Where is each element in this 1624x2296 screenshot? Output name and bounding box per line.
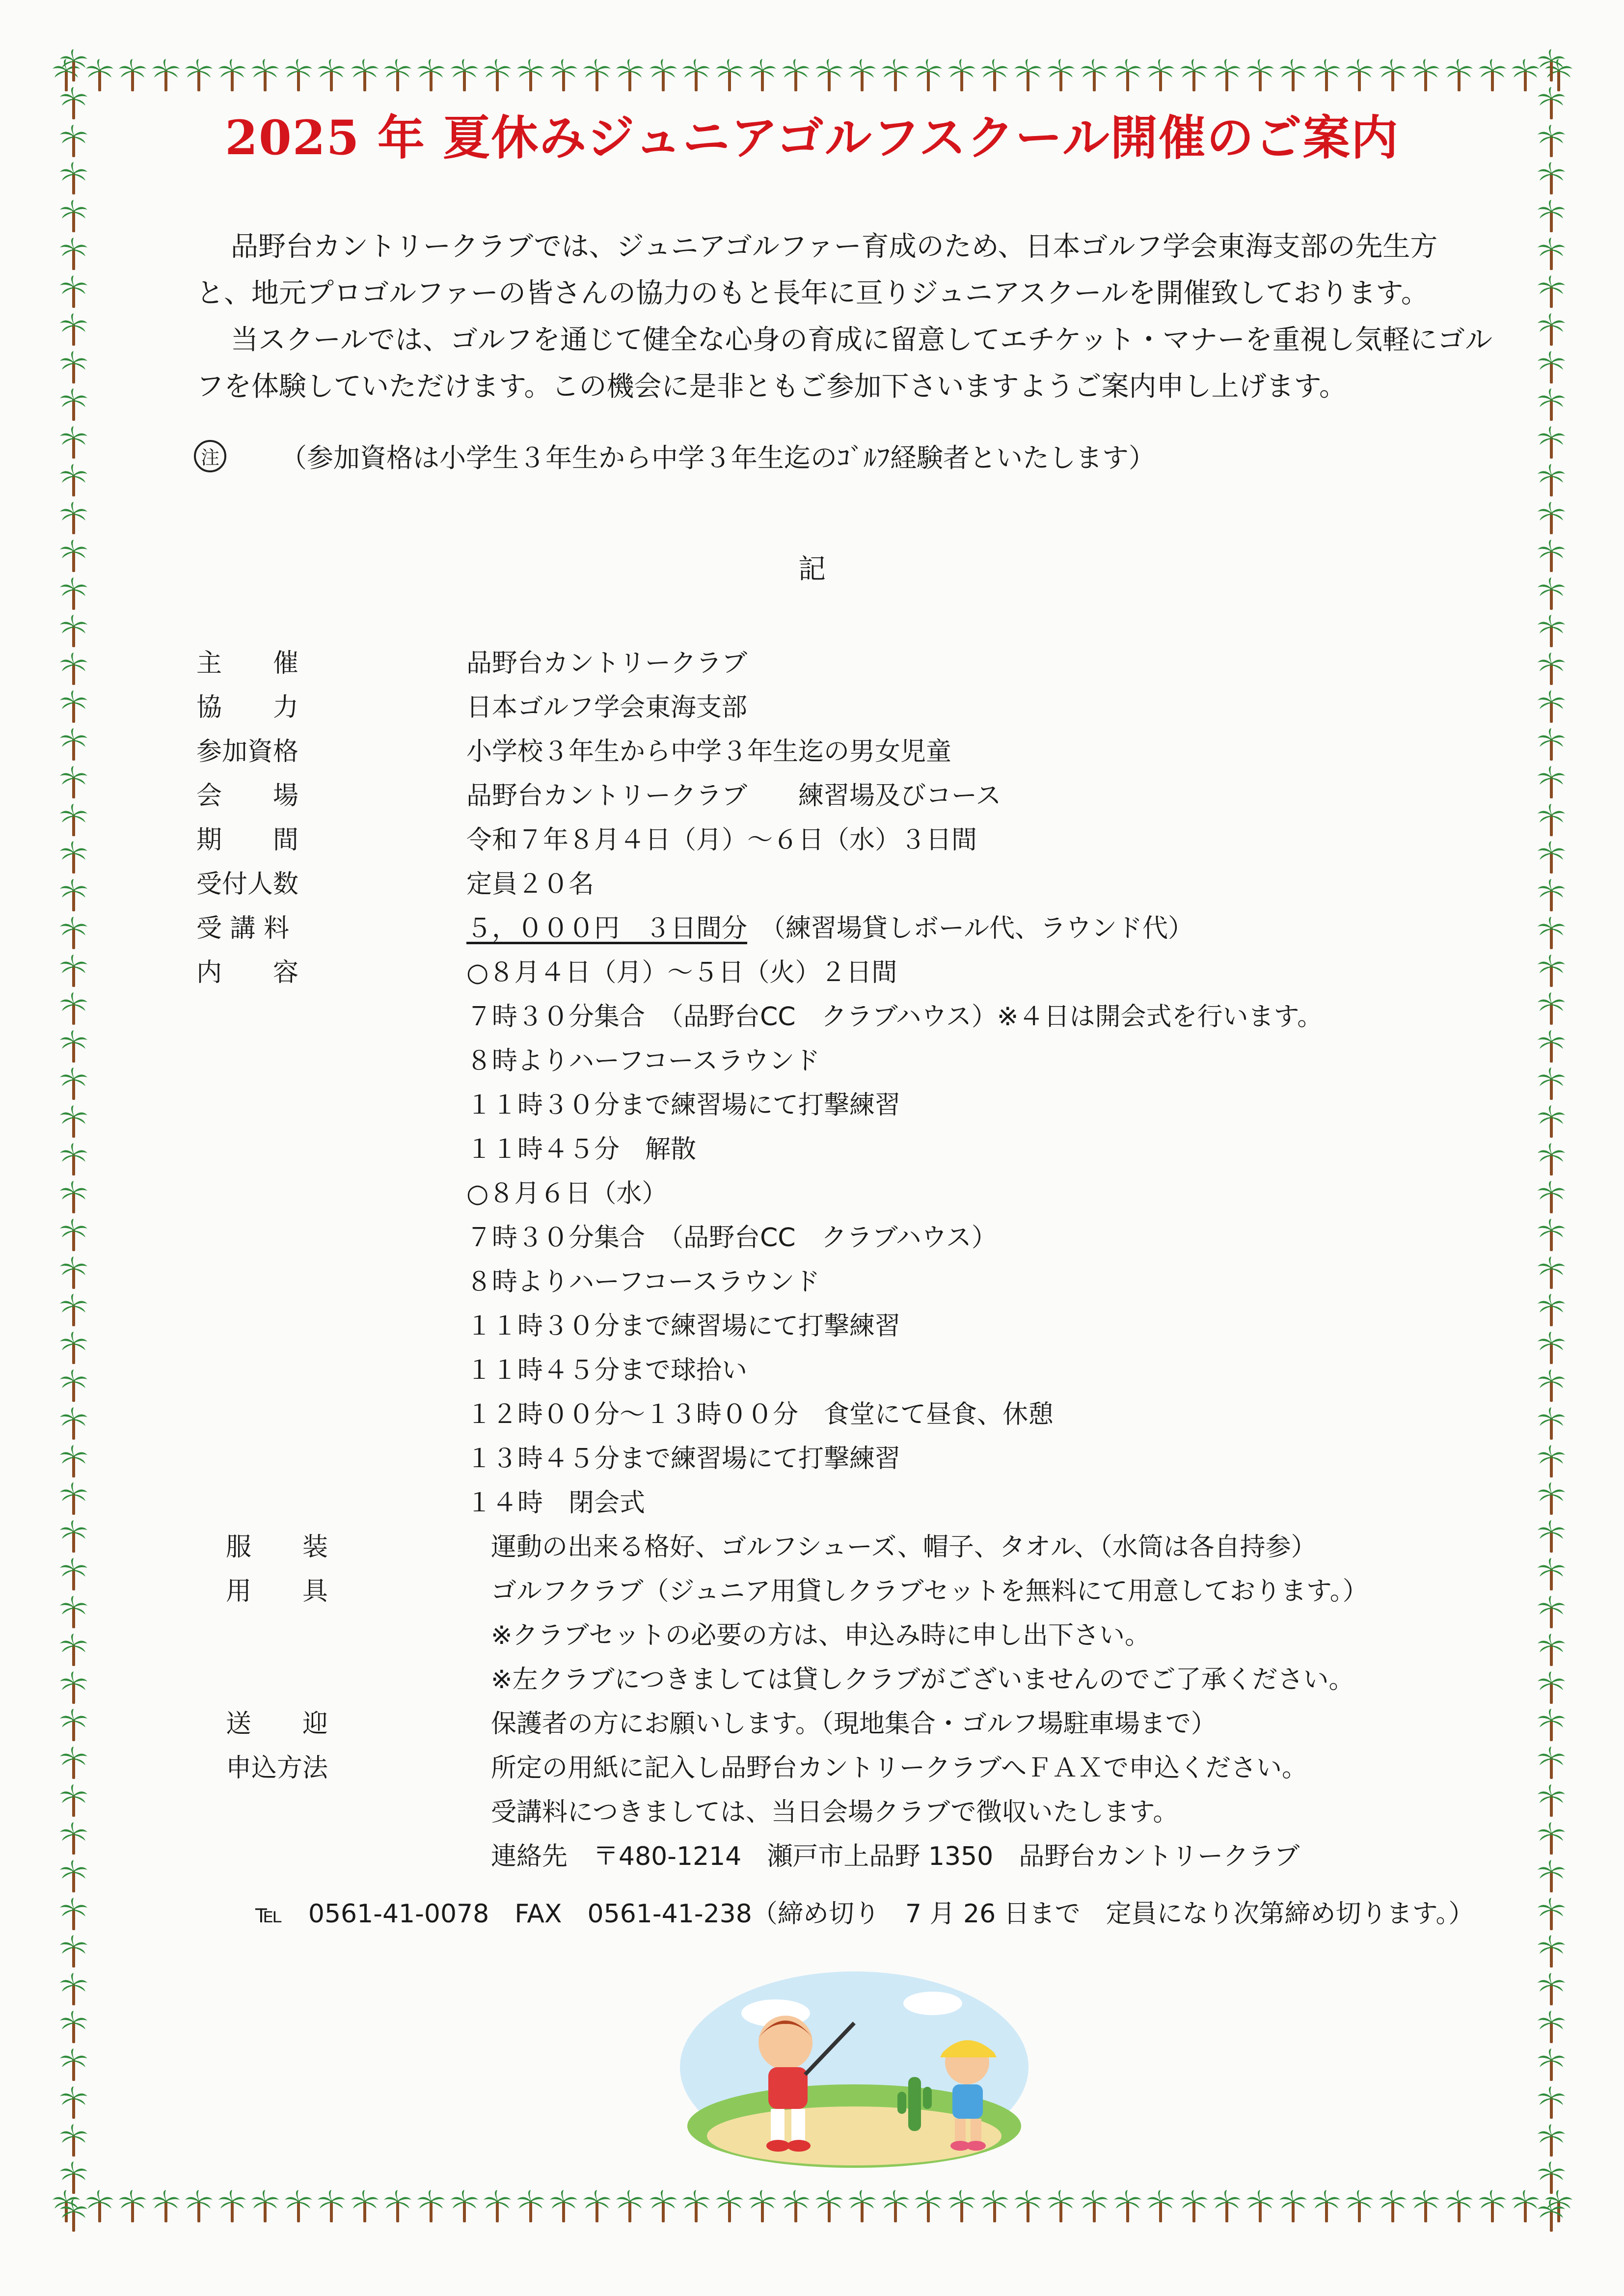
palm-tree-icon bbox=[59, 653, 88, 687]
details-list bbox=[196, 638, 1522, 1876]
palm-tree-icon bbox=[59, 804, 88, 838]
palm-tree-icon bbox=[1537, 1181, 1566, 1215]
palm-tree-icon bbox=[549, 59, 578, 93]
palm-tree-icon bbox=[59, 1558, 88, 1592]
palm-tree-icon bbox=[1537, 1935, 1566, 1969]
palm-tree-icon bbox=[1537, 1445, 1566, 1479]
extra-row-application bbox=[196, 1743, 1522, 1787]
detail-label: 受 講 料 bbox=[196, 913, 290, 943]
palm-tree-icon bbox=[1537, 1332, 1566, 1366]
palm-tree-icon bbox=[1046, 2190, 1076, 2224]
extra-value: 受講料につきましては、当日会場クラブで徴収いたします。 bbox=[491, 1797, 1179, 1827]
note-mark: 注 bbox=[194, 440, 226, 472]
palm-tree-icon bbox=[1537, 1520, 1566, 1555]
note-text: （参加資格は小学生３年生から中学３年生迄のｺﾞﾙﾌ経験者といたします） bbox=[280, 442, 1155, 473]
palm-tree-icon bbox=[1537, 351, 1566, 385]
palm-tree-icon bbox=[1537, 1822, 1566, 1857]
detail-row-host bbox=[196, 638, 1522, 683]
palm-tree-icon bbox=[1537, 1898, 1566, 1932]
detail-row-cooperation bbox=[196, 683, 1522, 727]
palm-tree-icon bbox=[217, 59, 247, 93]
palm-tree-icon bbox=[118, 2190, 147, 2224]
palm-tree-icon bbox=[1537, 49, 1566, 83]
palm-tree-icon bbox=[681, 2190, 711, 2224]
palm-tree-icon bbox=[1537, 1671, 1566, 1706]
palm-tree-icon bbox=[59, 2086, 88, 2121]
schedule-item: １４時 閉会式 bbox=[466, 1488, 646, 1518]
palm-tree-icon bbox=[1146, 2190, 1175, 2224]
fee-note: （練習場貸しボール代、ラウンド代） bbox=[747, 913, 1193, 943]
palm-tree-icon bbox=[1537, 1784, 1566, 1819]
detail-row-content bbox=[196, 948, 1522, 992]
palm-tree-icon bbox=[1537, 1030, 1566, 1065]
palm-tree-icon bbox=[1537, 1634, 1566, 1668]
palm-tree-icon bbox=[814, 2190, 844, 2224]
palm-tree-icon bbox=[1537, 1558, 1566, 1592]
palm-tree-icon bbox=[1537, 1482, 1566, 1517]
palm-tree-icon bbox=[1245, 59, 1275, 93]
palm-tree-icon bbox=[151, 2190, 181, 2224]
palm-tree-icon bbox=[947, 59, 976, 93]
palm-tree-icon bbox=[549, 2190, 578, 2224]
palm-tree-icon bbox=[582, 59, 612, 93]
palm-tree-icon bbox=[450, 2190, 479, 2224]
palm-tree-icon bbox=[483, 2190, 512, 2224]
detail-value: 品野台カントリークラブ bbox=[466, 648, 748, 678]
palm-tree-icon bbox=[1537, 1973, 1566, 2007]
palm-tree-icon bbox=[1537, 804, 1566, 838]
palm-tree-icon bbox=[1537, 917, 1566, 951]
detail-label: 内 容 bbox=[196, 957, 299, 987]
schedule-item: １１時４５分 解散 bbox=[466, 1134, 697, 1164]
palm-tree-icon bbox=[59, 2049, 88, 2083]
extra-value: 連絡先 〒480-1214 瀬戸市上品野 1350 品野台カントリークラブ bbox=[491, 1841, 1300, 1871]
palm-tree-icon bbox=[1537, 464, 1566, 498]
palm-tree-icon bbox=[1080, 59, 1109, 93]
extra-value: 保護者の方にお願いします。（現地集合・ゴルフ場駐車場まで） bbox=[491, 1709, 1217, 1739]
palm-tree-icon bbox=[582, 2190, 612, 2224]
palm-tree-icon bbox=[1537, 1219, 1566, 1253]
palm-tree-icon bbox=[1113, 2190, 1142, 2224]
extra-label: 用 具 bbox=[226, 1576, 328, 1606]
palm-tree-icon bbox=[1046, 59, 1076, 93]
palm-tree-icon bbox=[1537, 2199, 1566, 2234]
schedule-item: １１時４５分まで球拾い bbox=[466, 1355, 748, 1385]
palm-tree-icon bbox=[649, 59, 678, 93]
palm-tree-icon bbox=[1537, 1067, 1566, 1102]
palm-tree-icon bbox=[980, 59, 1009, 93]
palm-tree-icon bbox=[1345, 2190, 1374, 2224]
palm-tree-icon bbox=[1537, 502, 1566, 536]
palm-tree-icon bbox=[184, 2190, 214, 2224]
palm-tree-icon bbox=[881, 59, 910, 93]
palm-tree-icon bbox=[847, 2190, 877, 2224]
palm-tree-icon bbox=[59, 1407, 88, 1442]
detail-label: 期 間 bbox=[196, 825, 299, 855]
detail-value: 品野台カントリークラブ 練習場及びコース bbox=[466, 781, 1001, 811]
palm-tree-icon bbox=[1537, 992, 1566, 1027]
extra-label: 送 迎 bbox=[226, 1709, 328, 1739]
palm-tree-icon bbox=[1537, 1860, 1566, 1894]
palm-tree-icon bbox=[59, 766, 88, 800]
palm-tree-icon bbox=[1312, 2190, 1341, 2224]
extra-row-transport bbox=[196, 1699, 1522, 1743]
extra-label: 服 装 bbox=[226, 1532, 328, 1562]
palm-tree-icon bbox=[1278, 2190, 1308, 2224]
palm-tree-icon bbox=[1537, 2011, 1566, 2045]
palm-tree-icon bbox=[1537, 275, 1566, 310]
palm-tree-icon bbox=[1537, 728, 1566, 763]
palm-tree-icon bbox=[748, 2190, 777, 2224]
palm-tree-icon bbox=[1537, 1369, 1566, 1404]
palm-tree-icon bbox=[59, 879, 88, 913]
detail-row-eligibility bbox=[196, 727, 1522, 771]
palm-tree-icon bbox=[383, 59, 412, 93]
palm-tree-icon bbox=[59, 1520, 88, 1555]
detail-value: 日本ゴルフ学会東海支部 bbox=[466, 692, 748, 722]
eligibility-note bbox=[194, 437, 1155, 475]
palm-tree-icon bbox=[383, 2190, 412, 2224]
detail-value: 小学校３年生から中学３年生迄の男女児童 bbox=[466, 737, 952, 766]
palm-tree-icon bbox=[1537, 2161, 1566, 2196]
palm-tree-icon bbox=[59, 2011, 88, 2045]
palm-tree-icon bbox=[1537, 1257, 1566, 1291]
palm-tree-icon bbox=[350, 59, 379, 93]
palm-tree-icon bbox=[1212, 59, 1242, 93]
extras-list bbox=[196, 1522, 1522, 1876]
palm-tree-icon bbox=[59, 1030, 88, 1065]
extra-row-fee-collection bbox=[196, 1787, 1522, 1831]
schedule-item: １１時３０分まで練習場にて打撃練習 bbox=[466, 1090, 901, 1120]
palm-tree-icon bbox=[59, 1332, 88, 1366]
palm-tree-icon bbox=[59, 1596, 88, 1630]
palm-tree-icon bbox=[615, 2190, 645, 2224]
extra-row-contact bbox=[196, 1831, 1522, 1876]
palm-tree-icon bbox=[317, 59, 346, 93]
palm-tree-icon bbox=[59, 2124, 88, 2159]
palm-tree-icon bbox=[1278, 59, 1308, 93]
palm-tree-icon bbox=[1245, 2190, 1275, 2224]
palm-tree-icon bbox=[59, 1219, 88, 1253]
palm-tree-icon bbox=[59, 1181, 88, 1215]
detail-row-period bbox=[196, 815, 1522, 859]
palm-tree-icon bbox=[980, 2190, 1009, 2224]
detail-row-fee bbox=[196, 903, 1522, 948]
palm-tree-icon bbox=[59, 917, 88, 951]
palm-tree-icon bbox=[59, 2161, 88, 2196]
palm-tree-icon bbox=[1113, 59, 1142, 93]
kids-golf-illustration bbox=[677, 1969, 1031, 2170]
palm-border-top bbox=[52, 49, 1573, 103]
palm-tree-icon bbox=[59, 1445, 88, 1479]
palm-tree-icon bbox=[1537, 200, 1566, 234]
palm-tree-icon bbox=[1537, 1407, 1566, 1442]
extra-value: ※左クラブにつきましては貸しクラブがございませんのでご了承ください。 bbox=[491, 1665, 1354, 1695]
palm-tree-icon bbox=[1411, 59, 1440, 93]
palm-tree-icon bbox=[748, 59, 777, 93]
palm-tree-icon bbox=[59, 464, 88, 498]
detail-row-capacity bbox=[196, 859, 1522, 903]
palm-tree-icon bbox=[1537, 238, 1566, 272]
palm-tree-icon bbox=[1478, 59, 1507, 93]
palm-tree-icon bbox=[1080, 2190, 1109, 2224]
extra-value: 所定の用紙に記入し品野台カントリークラブへＦＡＸで申込ください。 bbox=[491, 1753, 1307, 1783]
palm-tree-icon bbox=[59, 275, 88, 310]
phone-fax-deadline: ℡ 0561-41-0078 FAX 0561-41-238（締め切り 7 月 26 日まで 定員になり次第締め切ります。） bbox=[255, 1899, 1474, 1929]
detail-row-venue bbox=[196, 771, 1522, 815]
palm-tree-icon bbox=[1478, 2190, 1507, 2224]
palm-tree-icon bbox=[59, 238, 88, 272]
schedule-item: １３時４５分まで練習場にて打撃練習 bbox=[466, 1444, 901, 1474]
palm-tree-icon bbox=[59, 49, 88, 83]
extra-value: 運動の出来る格好、ゴルフシューズ、帽子、タオル、（水筒は各自持参） bbox=[491, 1532, 1317, 1562]
palm-tree-icon bbox=[1537, 2049, 1566, 2083]
palm-tree-icon bbox=[881, 2190, 910, 2224]
detail-label: 主 催 bbox=[196, 648, 299, 678]
intro bbox=[196, 223, 1492, 410]
palm-tree-icon bbox=[715, 59, 744, 93]
palm-tree-icon bbox=[1444, 2190, 1474, 2224]
palm-tree-icon bbox=[516, 2190, 545, 2224]
palm-tree-icon bbox=[59, 690, 88, 725]
palm-tree-icon bbox=[59, 1257, 88, 1291]
intro-paragraph-1: 品野台カントリークラブでは、ジュニアゴルファー育成のため、日本ゴルフ学会東海支部の先生方と、地元プロゴルファーの皆さんの協力のもと長年に亘りジュニアスクールを開催致しております。 bbox=[196, 231, 1438, 309]
schedule-item: ７時３０分集合 （品野台CC クラブハウス） bbox=[466, 1223, 997, 1253]
palm-tree-icon bbox=[59, 200, 88, 234]
palm-tree-icon bbox=[483, 59, 512, 93]
palm-tree-icon bbox=[1537, 690, 1566, 725]
palm-tree-icon bbox=[59, 1935, 88, 1969]
palm-border-left bbox=[47, 49, 101, 2234]
palm-tree-icon bbox=[1537, 388, 1566, 423]
detail-value: 定員２０名 bbox=[466, 869, 595, 899]
palm-tree-icon bbox=[59, 388, 88, 423]
palm-tree-icon bbox=[615, 59, 645, 93]
palm-tree-icon bbox=[151, 59, 181, 93]
palm-tree-icon bbox=[715, 2190, 744, 2224]
palm-tree-icon bbox=[59, 1482, 88, 1517]
palm-tree-icon bbox=[1537, 615, 1566, 649]
palm-tree-icon bbox=[59, 1671, 88, 1706]
palm-border-right bbox=[1524, 49, 1578, 2234]
palm-tree-icon bbox=[1537, 1105, 1566, 1140]
fee-value: ５，０００円 ３日間分 bbox=[466, 913, 748, 943]
palm-tree-icon bbox=[947, 2190, 976, 2224]
palm-tree-icon bbox=[59, 1709, 88, 1743]
palm-tree-icon bbox=[317, 2190, 346, 2224]
palm-tree-icon bbox=[1013, 2190, 1043, 2224]
schedule-item: １２時００分～１３時００分 食堂にて昼食、休憩 bbox=[466, 1399, 1054, 1429]
palm-tree-icon bbox=[1537, 426, 1566, 461]
schedule-item: ○８月６日（水） bbox=[466, 1178, 668, 1208]
palm-tree-icon bbox=[59, 1973, 88, 2007]
palm-tree-icon bbox=[847, 59, 877, 93]
palm-tree-icon bbox=[1537, 766, 1566, 800]
palm-tree-icon bbox=[1444, 59, 1474, 93]
ki-heading: 記 bbox=[798, 553, 826, 585]
palm-tree-icon bbox=[250, 59, 280, 93]
palm-tree-icon bbox=[118, 59, 147, 93]
extra-row-note-2 bbox=[196, 1655, 1522, 1699]
palm-tree-icon bbox=[914, 2190, 943, 2224]
palm-tree-icon bbox=[1146, 59, 1175, 93]
schedule-item: ８時よりハーフコースラウンド bbox=[466, 1046, 820, 1076]
palm-tree-icon bbox=[59, 351, 88, 385]
detail-label: 協 力 bbox=[196, 692, 299, 722]
palm-tree-icon bbox=[217, 2190, 247, 2224]
palm-tree-icon bbox=[416, 2190, 446, 2224]
palm-tree-icon bbox=[59, 1369, 88, 1404]
palm-tree-icon bbox=[59, 1747, 88, 1781]
palm-tree-icon bbox=[59, 2199, 88, 2234]
detail-label: 会 場 bbox=[196, 781, 299, 811]
palm-tree-icon bbox=[59, 992, 88, 1027]
palm-tree-icon bbox=[59, 1067, 88, 1102]
palm-tree-icon bbox=[1537, 1709, 1566, 1743]
palm-tree-icon bbox=[1537, 313, 1566, 348]
schedule-item: １１時３０分まで練習場にて打撃練習 bbox=[466, 1311, 901, 1341]
palm-tree-icon bbox=[1179, 59, 1209, 93]
palm-tree-icon bbox=[450, 59, 479, 93]
detail-value: 令和７年８月４日（月）～６日（水）３日間 bbox=[466, 825, 977, 855]
palm-tree-icon bbox=[416, 59, 446, 93]
palm-tree-icon bbox=[814, 59, 844, 93]
palm-tree-icon bbox=[284, 2190, 313, 2224]
palm-tree-icon bbox=[649, 2190, 678, 2224]
palm-tree-icon bbox=[1013, 59, 1043, 93]
extra-row-clothing bbox=[196, 1522, 1522, 1566]
palm-tree-icon bbox=[1537, 1143, 1566, 1177]
palm-tree-icon bbox=[59, 1784, 88, 1819]
palm-tree-icon bbox=[59, 1143, 88, 1177]
detail-label: 受付人数 bbox=[196, 869, 299, 899]
extra-row-equipment bbox=[196, 1566, 1522, 1611]
extra-row-note-1 bbox=[196, 1611, 1522, 1655]
schedule-item: ８時よりハーフコースラウンド bbox=[466, 1267, 820, 1297]
palm-tree-icon bbox=[1537, 2086, 1566, 2121]
palm-tree-icon bbox=[1411, 2190, 1440, 2224]
palm-tree-icon bbox=[59, 313, 88, 348]
palm-tree-icon bbox=[1537, 2124, 1566, 2159]
palm-tree-icon bbox=[59, 955, 88, 989]
palm-tree-icon bbox=[59, 1898, 88, 1932]
palm-tree-icon bbox=[1212, 2190, 1242, 2224]
palm-tree-icon bbox=[1537, 1294, 1566, 1328]
palm-tree-icon bbox=[59, 1860, 88, 1894]
palm-tree-icon bbox=[781, 2190, 811, 2224]
palm-tree-icon bbox=[1378, 2190, 1407, 2224]
palm-tree-icon bbox=[284, 59, 313, 93]
extra-value: ゴルフクラブ（ジュニア用貸しクラブセットを無料にて用意しております。） bbox=[491, 1576, 1368, 1606]
extra-value: ※クラブセットの必要の方は、申込み時に申し出下さい。 bbox=[491, 1620, 1151, 1650]
palm-tree-icon bbox=[1537, 841, 1566, 875]
detail-value: ○８月４日（月）～５日（火）２日間 bbox=[466, 957, 897, 987]
palm-tree-icon bbox=[59, 728, 88, 763]
palm-tree-icon bbox=[1537, 879, 1566, 913]
palm-tree-icon bbox=[59, 615, 88, 649]
palm-tree-icon bbox=[59, 502, 88, 536]
palm-tree-icon bbox=[914, 59, 943, 93]
palm-tree-icon bbox=[1537, 1747, 1566, 1781]
palm-tree-icon bbox=[59, 1822, 88, 1857]
palm-tree-icon bbox=[1537, 653, 1566, 687]
palm-tree-icon bbox=[1537, 955, 1566, 989]
palm-tree-icon bbox=[1345, 59, 1374, 93]
palm-tree-icon bbox=[59, 841, 88, 875]
palm-tree-icon bbox=[350, 2190, 379, 2224]
palm-tree-icon bbox=[1378, 59, 1407, 93]
intro-paragraph-2: 当スクールでは、ゴルフを通じて健全な心身の育成に留意してエチケット・マナーを重視し気軽にゴルフを体験していただけます。この機会に是非ともご参加下さいますようご案内申し上げます。 bbox=[196, 324, 1492, 403]
palm-tree-icon bbox=[250, 2190, 280, 2224]
palm-tree-icon bbox=[59, 1294, 88, 1328]
palm-tree-icon bbox=[59, 1634, 88, 1668]
detail-label: 参加資格 bbox=[196, 737, 299, 766]
palm-tree-icon bbox=[1179, 2190, 1209, 2224]
palm-border-bottom bbox=[52, 2180, 1573, 2234]
palm-tree-icon bbox=[184, 59, 214, 93]
page-title: 2025 年 夏休みジュニアゴルフスクール開催のご案内 bbox=[225, 110, 1399, 165]
palm-tree-icon bbox=[59, 1105, 88, 1140]
palm-tree-icon bbox=[59, 426, 88, 461]
schedule-item: ７時３０分集合 （品野台CC クラブハウス）※４日は開会式を行います。 bbox=[466, 1002, 1323, 1032]
palm-tree-icon bbox=[681, 59, 711, 93]
palm-tree-icon bbox=[1312, 59, 1341, 93]
schedule-list bbox=[196, 992, 1522, 1522]
palm-tree-icon bbox=[516, 59, 545, 93]
palm-tree-icon bbox=[781, 59, 811, 93]
extra-label: 申込方法 bbox=[226, 1753, 328, 1783]
palm-tree-icon bbox=[1537, 1596, 1566, 1630]
